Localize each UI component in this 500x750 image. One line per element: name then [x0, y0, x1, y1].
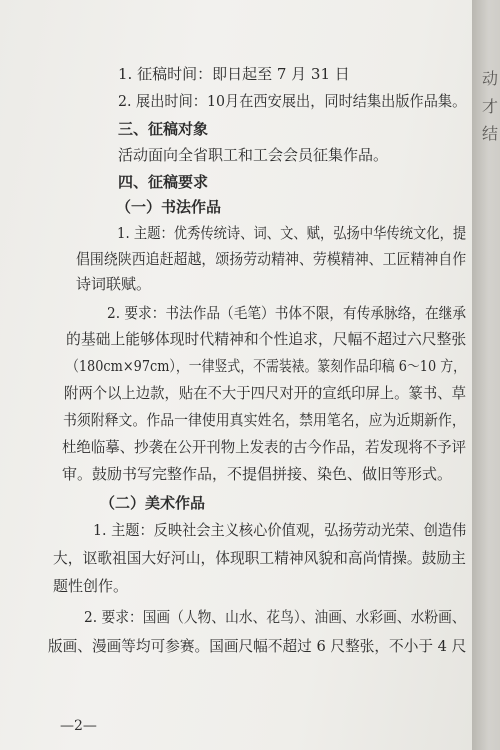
text-line: 2. 展出时间：10月在西安展出，同时结集出版作品集。: [118, 92, 467, 110]
edge-char: 动: [482, 69, 499, 88]
subsection-heading: （一）书法作品: [116, 198, 222, 216]
text-line: 书须附释文。作品一律使用真实姓名，禁用笔名，应为近期新作，: [63, 411, 466, 429]
text-line: 版画、漫画等均可参赛。国画尺幅不超过 6 尺整张，不小于 4 尺: [48, 637, 467, 655]
text-line: 审。鼓励书写完整作品，不提倡拼接、染色、做旧等形式。: [62, 465, 453, 483]
text-line: 题性创作。: [53, 577, 129, 595]
text-line: 大，讴歌祖国大好河山，体现职工精神风貌和高尚情操。鼓励主: [53, 549, 466, 567]
text-line: 1. 主题：反映社会主义核心价值观，弘扬劳动光荣、创造伟: [93, 521, 467, 539]
section-heading: 三、征稿对象: [118, 120, 209, 138]
text-line: （180cm×97cm），一律竖式，不需装裱。篆刻作品印稿 6～10 方，: [66, 357, 467, 375]
text-line: 倡围绕陕西追赶超越，颂扬劳动精神、劳模精神、工匠精神自作: [76, 250, 467, 268]
text-line: 2. 要求：国画（人物、山水、花鸟）、油画、水彩画、水粉画、: [84, 608, 466, 626]
text-line: 活动面向全省职工和工会会员征集作品。: [118, 146, 389, 164]
edge-char: 结: [482, 124, 499, 143]
text-line: 2. 要求：书法作品（毛笔）书体不限，有传承脉络，在继承: [107, 304, 467, 322]
text-line: 1. 主题：优秀传统诗、词、文、赋，弘扬中华传统文化，提: [117, 224, 467, 242]
edge-char: 才: [482, 97, 499, 116]
text-line: 诗词联赋。: [76, 275, 152, 293]
section-heading: 四、征稿要求: [118, 173, 209, 191]
subsection-heading: （二）美术作品: [100, 494, 206, 512]
text-line: 1. 征稿时间：即日起至 7 月 31 日: [118, 65, 350, 83]
text-line: 的基础上能够体现时代精神和个性追求，尺幅不超过六尺整张: [66, 330, 467, 348]
page-number: —2—: [60, 718, 97, 734]
text-line: 杜绝临摹、抄袭在公开刊物上发表的古今作品，若发现将不予评: [62, 438, 467, 456]
text-line: 附两个以上边款，贴在不大于四尺对开的宣纸印屏上。篆书、草: [64, 384, 466, 402]
